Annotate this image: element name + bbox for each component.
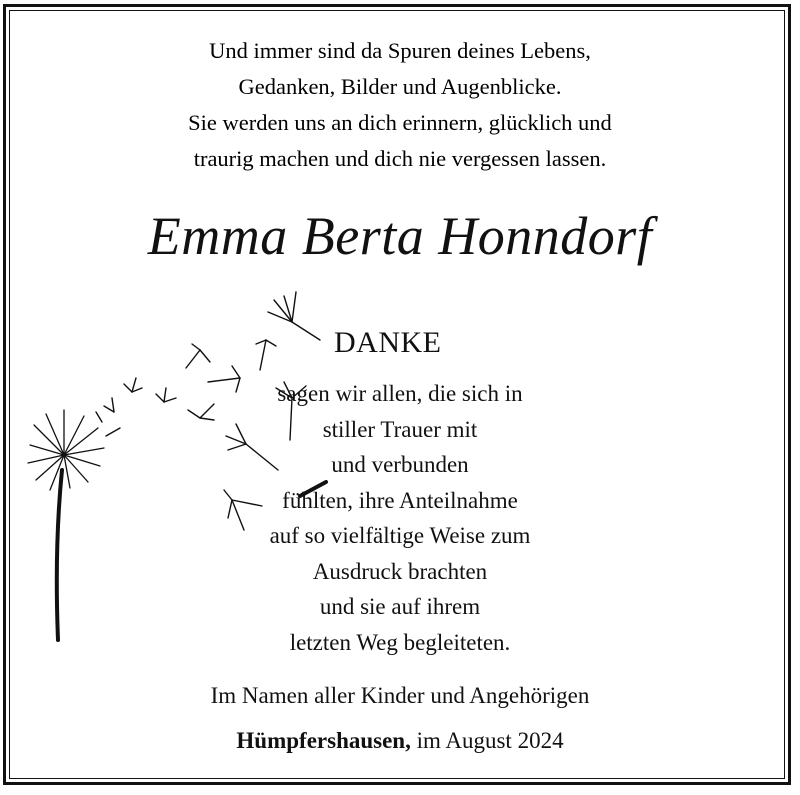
verse-line: Und immer sind da Spuren deines Lebens,: [209, 38, 591, 63]
thanks-line: auf so vielfältige Weise zum: [269, 523, 531, 548]
thanks-title: DANKE: [334, 326, 442, 359]
thanks-line: Ausdruck brachten: [312, 558, 488, 584]
place-name: Hümpfershausen,: [236, 728, 411, 753]
family-signature: Im Namen aller Kinder und Angehörigen: [210, 683, 590, 708]
thanks-line: sagen wir allen, die sich in: [277, 381, 523, 406]
thanks-line: stiller Trauer mit: [322, 416, 478, 442]
thanks-line: und sie auf ihrem: [319, 594, 481, 619]
thanks-line: fühlten, ihre Anteilnahme: [282, 487, 518, 513]
verse-line: Gedanken, Bilder und Augenblicke.: [238, 74, 562, 99]
verse-line: traurig machen und dich nie vergessen lassen.: [193, 146, 607, 171]
memorial-verse: [0, 33, 800, 177]
thanks-line: und verbunden: [331, 452, 469, 477]
verse-line: Sie werden uns an dich erinnern, glücklich und: [188, 110, 612, 135]
deceased-name: Emma Berta Honndorf: [147, 206, 653, 266]
thanks-text: [200, 376, 600, 660]
date-text: im August 2024: [410, 728, 564, 753]
thanks-line: letzten Weg begleiteten.: [289, 629, 511, 655]
place-date: [0, 728, 800, 754]
